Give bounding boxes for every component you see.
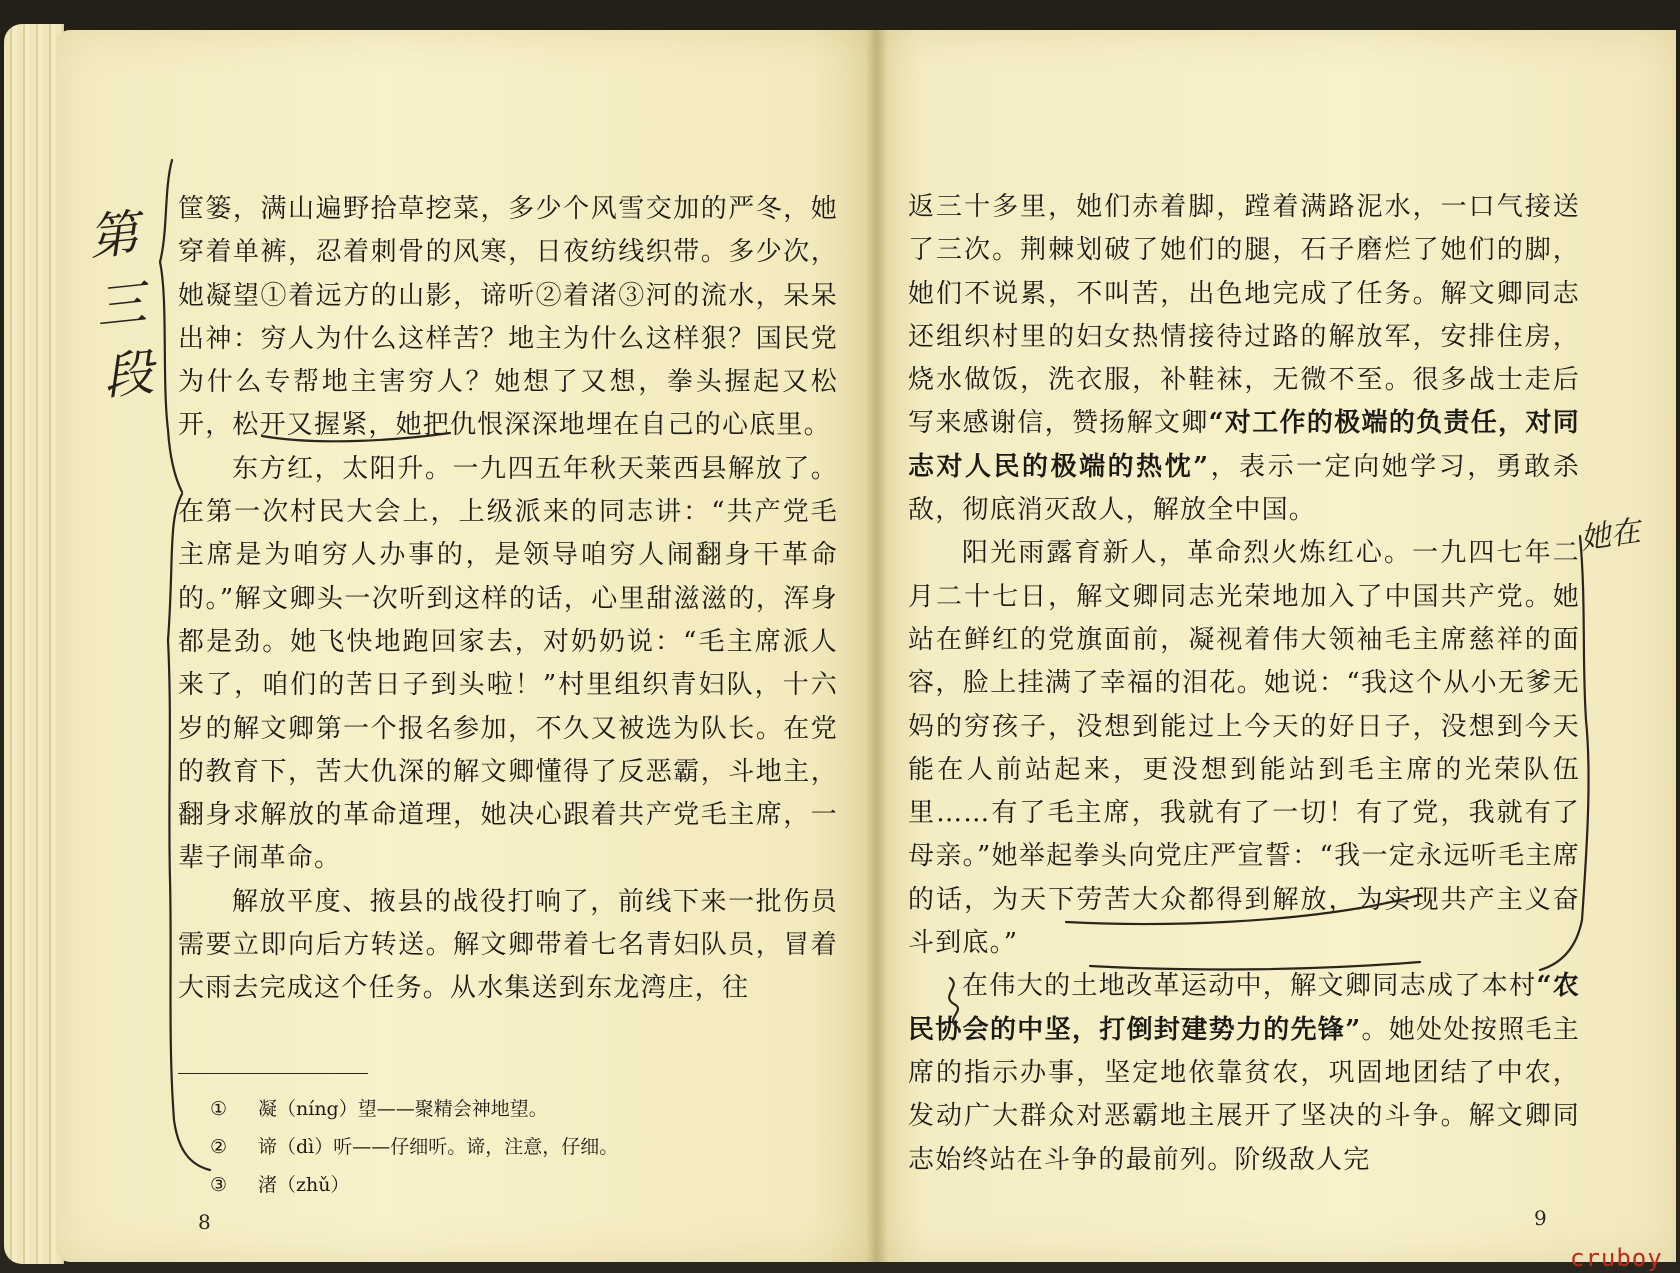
paragraph: 解放平度、掖县的战役打响了，前线下来一批伤员需要立即向后方转送。解文卿带着七名青妇队员，冒着大雨去完成这个任务。从水集送到东龙湾庄，往 <box>178 886 838 1004</box>
underline-mark <box>262 433 450 441</box>
paragraph-text: 。她处处按照毛主席的指示办事，坚定地依靠贫农，巩固地团结了中农，发动广大群众对恶霸地主展开了坚决的斗争。解文卿同志始终站在斗争的最前列。阶级敌人完 <box>908 1014 1581 1175</box>
bracket-mark <box>168 494 210 1170</box>
bracket-mark <box>160 160 182 492</box>
footnote-text: 凝（níng）望——聚精会神地望。 <box>258 1098 548 1120</box>
footnote-number: ① <box>210 1098 228 1120</box>
paragraph-text: 在伟大的土地改革运动中，解文卿同志成了本村 <box>962 971 1537 1002</box>
footnote-number: ② <box>210 1136 228 1158</box>
underline-mark <box>1090 962 1420 969</box>
footnote-number: ③ <box>210 1174 228 1196</box>
page-number-left: 8 <box>198 1210 211 1234</box>
underline-mark <box>1066 895 1420 924</box>
paragraph-text: ，表示一定向她学习，勇敢杀敌，彻底消灭敌人，解放全中国。 <box>908 451 1581 526</box>
footnote-text: 谛（dì）听——仔细听。谛，注意，仔细。 <box>258 1136 619 1158</box>
bracket-mark <box>1540 536 1589 970</box>
quote-bold: “农民协会的中坚，打倒封建势力的先锋” <box>908 971 1580 1045</box>
quote-bold: “对工作的极端的负责任，对同志对人民的极端的热忱” <box>908 408 1580 482</box>
margin-note-right: 她在 <box>1578 513 1643 557</box>
footnote-text: 渚（zhǔ） <box>258 1174 350 1196</box>
paragraph-text: 返三十多里，她们赤着脚，蹚着满路泥水，一口气接送了三次。荆棘划破了她们的腿，石子磨烂了她们的脚，她们不说累，不叫苦，出色地完成了任务。解文卿同志还组织村里的妇女热情接待过路的解放军，安排住房，烧水做饭，洗衣服，补鞋袜，无微不至。很多战士走后写来感谢信，赞扬解文卿 <box>908 192 1580 439</box>
paragraph: 筐篓，满山遍野拾草挖菜，多少个风雪交加的严冬，她穿着单裤，忍着刺骨的风寒，日夜纺线织带。多少次，她凝望①着远方的山影，谛听②着渚③河的流水，呆呆出神：穷人为什么这样苦？地主为什么这样狠？国民党为什么专帮地主害穷人？她想了又想，拳头握起又松开，松开又握紧，她把仇恨深深地埋在自己的心底里。 <box>178 194 838 441</box>
watermark: cruboy <box>1570 1244 1663 1272</box>
margin-note-left: 第三段 <box>85 204 157 407</box>
bracket-mark <box>949 978 958 1026</box>
page-number-right: 9 <box>1534 1206 1547 1230</box>
paragraph: 东方红，太阳升。一九四五年秋天莱西县解放了。在第一次村民大会上，上级派来的同志讲：“共产党毛主席是为咱穷人办事的，是领导咱穷人闹翻身干革命的。”解文卿头一次听到这样的话，心里甜滋滋的，浑身都是劲。她飞快地跑回家去，对奶奶说：“毛主席派人来了，咱们的苦日子到头啦！”村里组织青妇队，十六岁的解文卿第一个报名参加，不久又被选为队长。在党的教育下，苦大仇深的解文卿懂得了反恶霸，斗地主，翻身求解放的革命道理，她决心跟着共产党毛主席，一辈子闹革命。 <box>178 453 838 874</box>
paragraph: 阳光雨露育新人，革命烈火炼红心。一九四七年二月二十七日，解文卿同志光荣地加入了中国共产党。她站在鲜红的党旗面前，凝视着伟大领袖毛主席慈祥的面容，脸上挂满了幸福的泪花。她说：“我这个从小无爹无妈的穷孩子，没想到能过上今天的好日子，没想到今天能在人前站起来，更没想到能站到毛主席的光荣队伍里……有了毛主席，我就有了一切！有了党，我就有了母亲。”她举起拳头向党庄严宣誓：“我一定永远听毛主席的话，为天下劳苦大众都得到解放，为实现共产主义奋斗到底。” <box>908 538 1580 959</box>
